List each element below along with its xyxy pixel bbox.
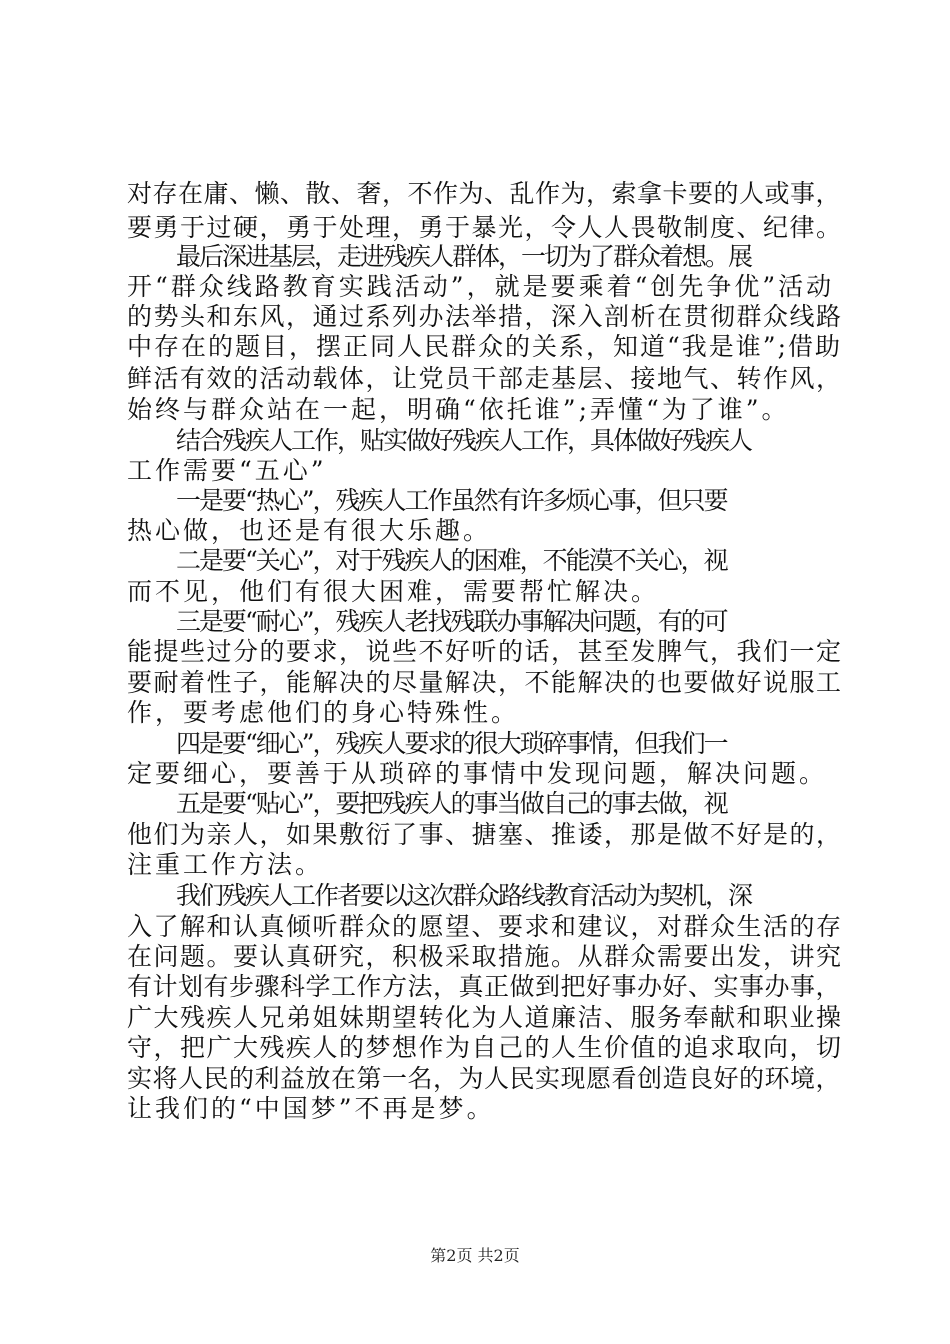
text-line: 工作需要“五心” <box>127 456 327 485</box>
text-line: 热心做，也还是有很大乐趣。 <box>127 516 492 545</box>
text-line: 广大残疾人兄弟姐妹期望转化为人道廉洁、服务奉献和职业操 <box>127 1003 843 1032</box>
text-line: 守，把广大残疾人的梦想作为自己的人生价值的追求取向，切 <box>127 1033 843 1062</box>
text-line: 他们为亲人，如果敷衍了事、搪塞、推诿，那是做不好是的， <box>127 820 843 849</box>
paragraph-first-line: 四是要“细心”，残疾人要求的很大琐碎事情，但我们一 <box>176 729 727 758</box>
paragraph-first-line: 三是要“耐心”，残疾人老找残联办事解决问题，有的可 <box>176 607 727 636</box>
text-line: 入了解和认真倾听群众的愿望、要求和建议，对群众生活的存 <box>127 912 843 941</box>
paragraph-first-line: 结合残疾人工作，贴实做好残疾人工作，具体做好残疾人 <box>176 426 752 455</box>
text-line: 而不见，他们有很大困难，需要帮忙解决。 <box>127 577 660 606</box>
text-line: 中存在的题目，摆正同人民群众的关系，知道“我是谁”;借助 <box>127 332 842 361</box>
text-line: 能提些过分的要求，说些不好听的话，甚至发脾气，我们一定 <box>127 637 843 666</box>
text-line: 要耐着性子，能解决的尽量解决，不能解决的也要做好说服工 <box>127 668 843 697</box>
paragraph-first-line: 我们残疾人工作者要以这次群众路线教育活动为契机，深 <box>176 881 752 910</box>
text-line: 实将人民的利益放在第一名，为人民实现愿看创造良好的环境， <box>127 1064 842 1093</box>
text-line: 在问题。要认真研究，积极采取措施。从群众需要出发，讲究 <box>127 942 843 971</box>
paragraph-first-line: 最后深进基层，走进残疾人群体，一切为了群众着想。展 <box>176 242 752 271</box>
paragraph-first-line: 二是要“关心”，对于残疾人的困难，不能漠不关心，视 <box>176 546 727 575</box>
paragraph-first-line: 五是要“贴心”，要把残疾人的事当做自己的事去做，视 <box>176 789 727 818</box>
text-line: 要勇于过硬，勇于处理，勇于暴光，令人人畏敬制度、纪律。 <box>127 213 843 242</box>
text-line: 开“群众线路教育实践活动”，就是要乘着“创先争优”活动 <box>127 272 835 301</box>
text-line: 注重工作方法。 <box>127 850 324 879</box>
text-line: 有计划有步骤科学工作方法，真正做到把好事办好、实事办事， <box>127 972 842 1001</box>
text-line: 定要细心，要善于从琐碎的事情中发现问题，解决问题。 <box>127 759 828 788</box>
page-number-footer: 第2页 共2页 <box>430 1246 520 1265</box>
text-line: 作，要考虑他们的身心特殊性。 <box>127 698 520 727</box>
text-line: 对存在庸、懒、散、奢，不作为、乱作为，索拿卡要的人或事， <box>127 179 842 208</box>
text-line: 始终与群众站在一起，明确“依托谁”;弄懂“为了谁”。 <box>127 395 790 424</box>
text-line: 让我们的“中国梦”不再是梦。 <box>127 1094 495 1123</box>
text-line: 的势头和东风，通过系列办法举措，深入剖析在贯彻群众线路 <box>127 302 843 331</box>
text-line: 鲜活有效的活动载体，让党员干部走基层、接地气、转作风， <box>127 364 843 393</box>
paragraph-first-line: 一是要“热心”，残疾人工作虽然有许多烦心事，但只要 <box>176 486 727 515</box>
